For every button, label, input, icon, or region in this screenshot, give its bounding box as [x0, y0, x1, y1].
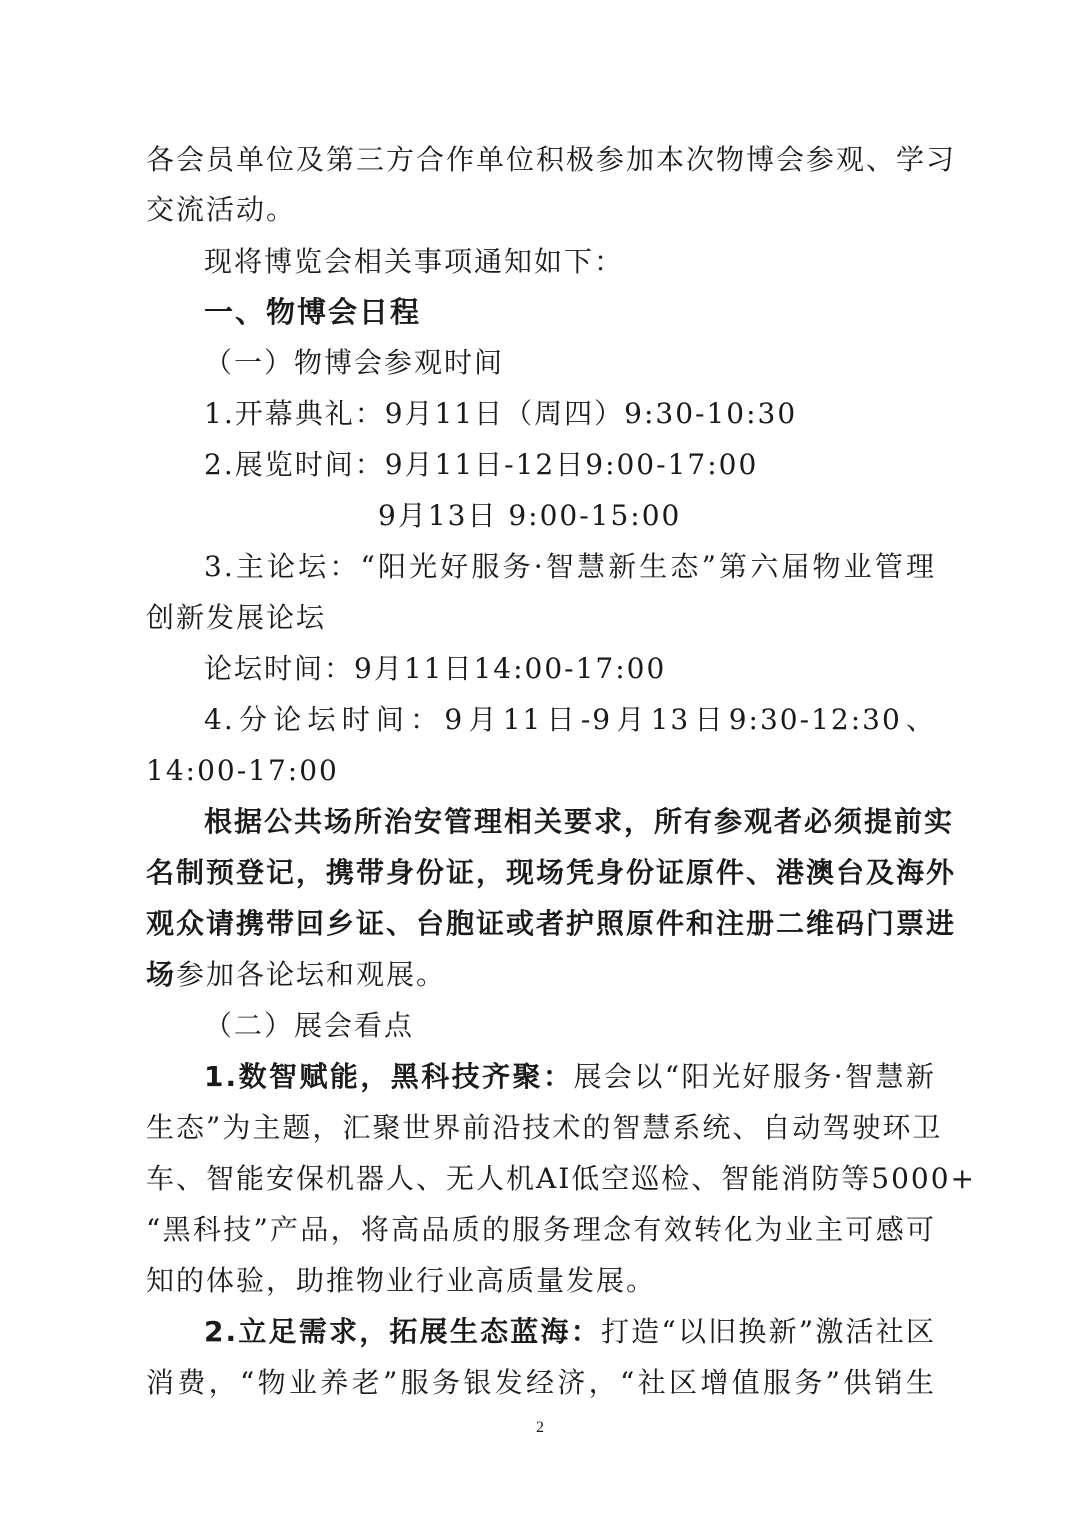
security-notice-line-4	[146, 955, 936, 995]
subsection-1-heading: （一）物博会参观时间	[204, 346, 505, 379]
security-notice-rest: 参加各论坛和观展。	[176, 958, 447, 991]
schedule-item-sub-forum-line-2: 14:00-17:00	[146, 754, 339, 787]
page-number: 2	[536, 1419, 544, 1436]
highlight-1-line-2: 生态”为主题，汇聚世界前沿技术的智慧系统、自动驾驶环卫	[146, 1111, 943, 1144]
security-notice-line-1: 根据公共场所治安管理相关要求，所有参观者必须提前实	[204, 805, 955, 838]
forum-time: 论坛时间：9月11日14:00-17:00	[204, 652, 667, 685]
schedule-item-main-forum-line-1: 3.主论坛：“阳光好服务·智慧新生态”第六届物业管理	[204, 550, 936, 583]
security-notice-line-3: 观众请携带回乡证、台胞证或者护照原件和注册二维码门票进	[146, 907, 957, 940]
highlight-2-text: 打造“以旧换新”激活社区	[600, 1315, 936, 1348]
schedule-item-sub-forum-line-1: 4.分论坛时间：9月11日-9月13日9:30-12:30、	[204, 703, 936, 736]
highlight-2-line-1	[204, 1312, 936, 1352]
subsection-2-heading: （二）展会看点	[204, 1009, 415, 1042]
highlight-1-line-5: 知的体验，助推物业行业高质量发展。	[146, 1264, 657, 1297]
schedule-item-exhibition: 2.展览时间：9月11日-12日9:00-17:00	[204, 448, 759, 481]
highlight-1-title: 1.数智赋能，黑科技齐聚：	[204, 1060, 574, 1093]
highlight-1-text: 展会以“阳光好服务·智慧新	[573, 1060, 936, 1093]
highlight-1-line-1	[204, 1057, 936, 1097]
schedule-item-opening: 1.开幕典礼：9月11日（周四）9:30-10:30	[204, 397, 798, 430]
security-notice-line-2: 名制预登记，携带身份证，现场凭身份证原件、港澳台及海外	[146, 856, 957, 889]
notice-line: 现将博览会相关事项通知如下：	[204, 245, 625, 278]
highlight-1-line-4: “黑科技”产品，将高品质的服务理念有效转化为业主可感可	[146, 1213, 936, 1246]
paragraph-intro-line-1: 各会员单位及第三方合作单位积极参加本次物博会参观、学习	[146, 143, 957, 176]
schedule-item-main-forum-line-2: 创新发展论坛	[146, 601, 327, 634]
paragraph-intro-line-2: 交流活动。	[146, 193, 297, 226]
highlight-2-title: 2.立足需求，拓展生态蓝海：	[204, 1315, 601, 1348]
highlight-2-line-2: 消费，“物业养老”服务银发经济，“社区增值服务”供销生	[146, 1366, 936, 1399]
security-notice-bold-word: 场	[146, 958, 177, 991]
highlight-1-line-3: 车、智能安保机器人、无人机AI低空巡检、智能消防等5000+	[146, 1162, 977, 1195]
section-1-heading: 一、物博会日程	[204, 295, 422, 329]
schedule-item-exhibition-day3: 9月13日 9:00-15:00	[378, 499, 682, 532]
